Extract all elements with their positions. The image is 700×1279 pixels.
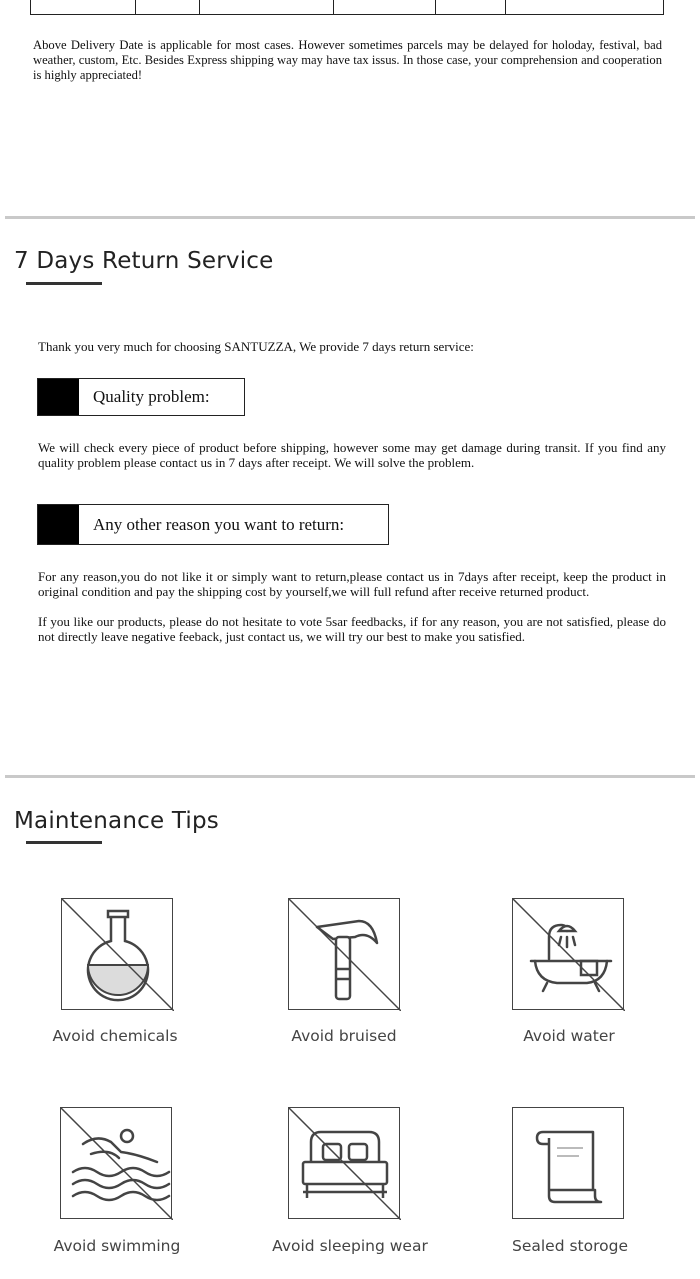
- section-divider: [5, 216, 695, 219]
- other-reason-text: For any reason,you do not like it or simply want to return,please contact us in 7days after receipt, keep the product in original condition and pay the shipping cost by yourself,we will full refund after receive returned product.: [38, 569, 666, 599]
- section-title-return: 7 Days Return Service: [14, 248, 274, 274]
- feedback-text: If you like our products, please do not hesitate to vote 5sar feedbacks, if for any reason, you are not satisfied, please do not directly leave negative feeback, just contact us, we will try our best to make you satisfied.: [38, 614, 666, 644]
- other-reason-box: [37, 504, 389, 545]
- delivery-note: Above Delivery Date is applicable for most cases. However sometimes parcels may be delayed for holoday, festival, bad weather, custom, Etc. Besides Express shipping way may have tax issus. In those case, your comprehension and cooperation is highly appreciated!: [33, 38, 662, 82]
- table-cell: [200, 0, 334, 14]
- table-cell: [436, 0, 506, 14]
- section-divider: [5, 775, 695, 778]
- tip-label: Avoid water: [523, 1027, 615, 1045]
- quality-problem-text: We will check every piece of product before shipping, however some may get damage during transit. If you find any quality problem please contact us in 7 days after receipt. We will solve the problem.: [38, 440, 666, 470]
- hammer-icon: [288, 898, 400, 1010]
- swimming-icon: [60, 1107, 172, 1219]
- tip-label: Avoid sleeping wear: [272, 1237, 428, 1255]
- section-title-maintenance: Maintenance Tips: [14, 808, 219, 834]
- quality-problem-box: [37, 378, 245, 416]
- table-cell: [506, 0, 661, 14]
- tip-label: Avoid bruised: [291, 1027, 397, 1045]
- table-cell: [136, 0, 200, 14]
- label-block: [38, 505, 79, 544]
- table-cell: [31, 0, 136, 14]
- title-underline: [26, 282, 102, 285]
- tip-label: Avoid chemicals: [52, 1027, 178, 1045]
- shipping-table: [30, 0, 664, 15]
- other-reason-label: Any other reason you want to return:: [93, 514, 345, 534]
- scroll-icon: [512, 1107, 624, 1219]
- tip-label: Avoid swimming: [53, 1237, 181, 1255]
- table-cell: [334, 0, 436, 14]
- return-intro: Thank you very much for choosing SANTUZZA, We provide 7 days return service:: [38, 339, 474, 354]
- quality-problem-label: Quality problem:: [93, 387, 210, 406]
- label-block: [38, 379, 79, 415]
- flask-icon: [61, 898, 173, 1010]
- title-underline: [26, 841, 102, 844]
- tip-label: Sealed storoge: [511, 1237, 628, 1255]
- bed-icon: [288, 1107, 400, 1219]
- shower-icon: [512, 898, 624, 1010]
